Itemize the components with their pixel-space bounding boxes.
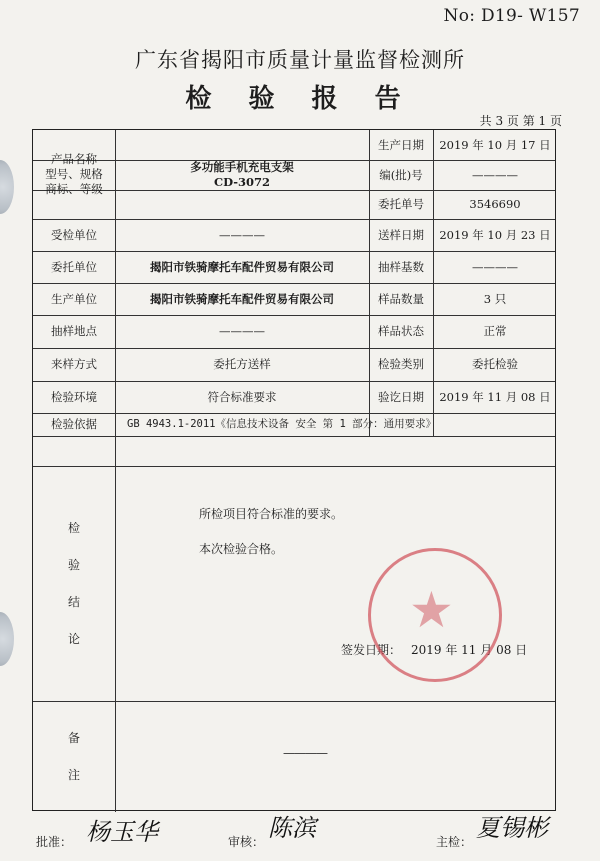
client-value: 揭阳市铁骑摩托车配件贸易有限公司 xyxy=(150,259,334,274)
issue-date-value: 2019 年 11 月 08 日 xyxy=(411,643,528,657)
punch-hole-decoration xyxy=(0,612,14,666)
product-label: 产品名称 型号、规格 商标、等级 xyxy=(45,152,103,196)
inspected-unit-value: ———— xyxy=(219,227,265,242)
approver-signature: 杨玉华 xyxy=(86,818,158,846)
official-seal-stamp: ★ xyxy=(368,548,502,682)
conclusion-char: 验 xyxy=(67,557,80,572)
sampling-location-label: 抽样地点 xyxy=(51,324,97,338)
producer-value: 揭阳市铁骑摩托车配件贸易有限公司 xyxy=(150,291,334,306)
conclusion-line-2: 本次检验合格。 xyxy=(199,542,284,556)
sample-state-label: 样品状态 xyxy=(378,324,424,338)
approver-label: 批准： xyxy=(36,835,73,849)
checker-label: 主检： xyxy=(436,835,473,849)
reviewer-signature: 陈滨 xyxy=(268,814,316,842)
remarks-char: 注 xyxy=(67,767,80,782)
conclusion-char: 论 xyxy=(67,631,80,646)
producer-label: 生产单位 xyxy=(51,291,97,306)
entrust-number-label: 委托单号 xyxy=(378,197,424,211)
inspection-category-label: 检验类别 xyxy=(378,357,424,371)
conclusion-char: 检 xyxy=(67,520,80,535)
sample-quantity-label: 样品数量 xyxy=(378,291,424,306)
basis-label: 检验依据 xyxy=(51,417,97,431)
institute-name: 广东省揭阳市质量计量监督检测所 xyxy=(135,48,465,72)
sample-base-label: 抽样基数 xyxy=(378,259,424,274)
reviewer-label: 审核： xyxy=(228,835,265,849)
report-number: No: D19- W157 xyxy=(443,6,580,26)
batch-value: ———— xyxy=(472,167,518,182)
production-date-label: 生产日期 xyxy=(378,137,424,152)
sample-quantity-value: 3 只 xyxy=(483,291,507,306)
sampling-location-value: ———— xyxy=(219,324,265,338)
basis-value: GB 4943.1-2011《信息技术设备 安全 第 1 部分：通用要求》 xyxy=(127,418,437,430)
checker-signature: 夏锡彬 xyxy=(476,814,548,842)
product-value: 多功能手机充电支架 CD-3072 xyxy=(190,159,294,189)
environment-label: 检验环境 xyxy=(51,389,97,404)
punch-hole-decoration xyxy=(0,160,14,214)
production-date-value: 2019 年 10 月 17 日 xyxy=(439,137,551,152)
sample-base-value: ———— xyxy=(472,259,518,274)
report-table xyxy=(32,129,556,811)
remarks-value: ———— xyxy=(283,746,327,760)
issue-date-label: 签发日期： xyxy=(341,643,402,657)
page-count: 共 3 页 第 1 页 xyxy=(479,114,562,128)
entrust-number-value: 3546690 xyxy=(469,197,521,211)
remarks-char: 备 xyxy=(67,730,80,745)
send-date-value: 2019 年 10 月 23 日 xyxy=(439,227,551,242)
remarks-label xyxy=(33,701,115,812)
inspection-category-value: 委托检验 xyxy=(472,357,518,371)
conclusion-label xyxy=(33,466,115,701)
batch-label: 编(批)号 xyxy=(379,167,423,182)
conclusion-line-1: 所检项目符合标准的要求。 xyxy=(199,507,344,521)
sample-method-value: 委托方送样 xyxy=(213,357,271,371)
report-title: 检 验 报 告 xyxy=(185,84,415,114)
conclusion-char: 结 xyxy=(67,594,80,609)
inspected-unit-label: 受检单位 xyxy=(51,227,97,242)
finish-date-value: 2019 年 11 月 08 日 xyxy=(439,389,551,404)
client-label: 委托单位 xyxy=(51,259,97,274)
sample-state-value: 正常 xyxy=(483,324,507,338)
sample-method-label: 来样方式 xyxy=(51,357,97,371)
finish-date-label: 验讫日期 xyxy=(378,389,424,404)
environment-value: 符合标准要求 xyxy=(207,389,277,404)
send-date-label: 送样日期 xyxy=(378,227,424,242)
